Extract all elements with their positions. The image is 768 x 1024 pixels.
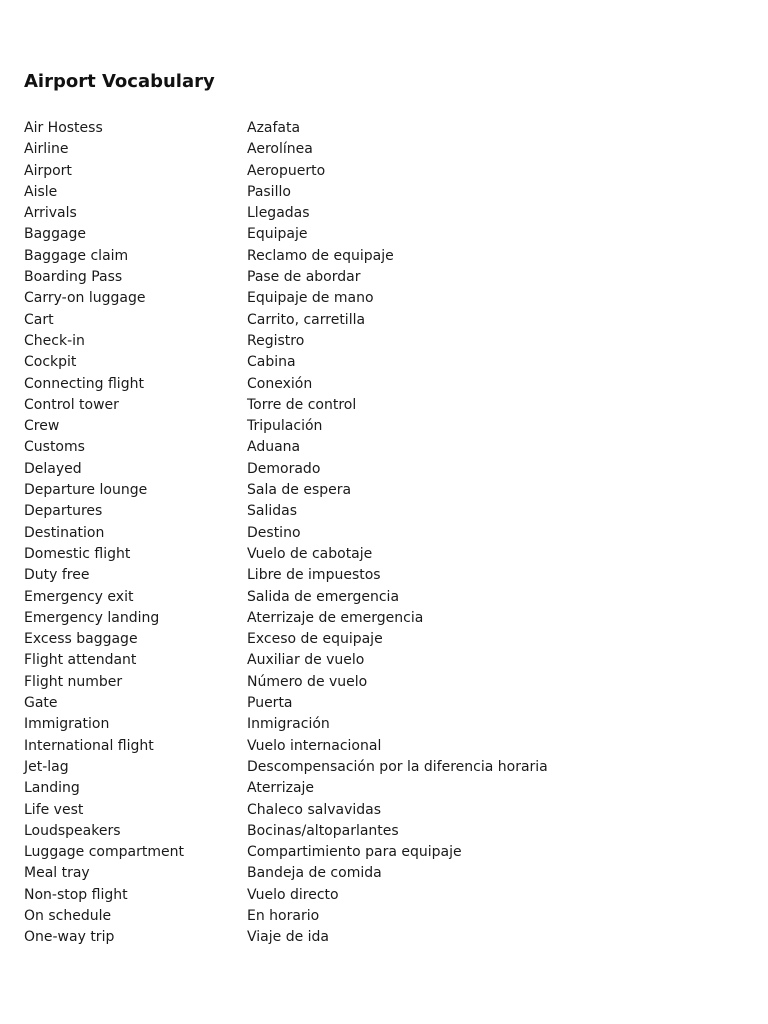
vocab-row	[24, 501, 744, 522]
english-term: On schedule	[24, 907, 112, 924]
english-term: Emergency landing	[24, 609, 160, 626]
vocab-row	[24, 800, 744, 821]
english-term: Departure lounge	[24, 482, 148, 499]
english-term: Flight attendant	[24, 652, 137, 669]
vocab-row	[24, 331, 744, 352]
spanish-translation: Llegadas	[247, 205, 310, 222]
english-term: Destination	[24, 524, 105, 541]
spanish-translation: Carrito, carretilla	[247, 311, 366, 328]
english-term: Meal tray	[24, 865, 90, 882]
spanish-translation: Vuelo directo	[247, 886, 339, 903]
english-term: Domestic flight	[24, 545, 131, 562]
vocab-row	[24, 565, 744, 586]
spanish-translation: Aterrizaje de emergencia	[247, 609, 424, 626]
spanish-translation: Cabina	[247, 354, 296, 371]
spanish-translation: Número de vuelo	[247, 673, 368, 690]
vocab-row	[24, 714, 744, 735]
spanish-translation: Aterrizaje	[247, 780, 315, 797]
spanish-translation: Torre de control	[247, 396, 357, 413]
english-term: Baggage	[24, 226, 87, 243]
spanish-translation: Compartimiento para equipaje	[247, 844, 462, 861]
english-term: Arrivals	[24, 205, 77, 222]
english-term: Cockpit	[24, 354, 77, 371]
spanish-translation: Equipaje	[247, 226, 308, 243]
vocab-row	[24, 608, 744, 629]
english-term: Boarding Pass	[24, 269, 123, 286]
spanish-translation: Destino	[247, 524, 301, 541]
english-term: Excess baggage	[24, 631, 138, 648]
spanish-translation: Inmigración	[247, 716, 330, 733]
english-term: Carry-on luggage	[24, 290, 146, 307]
vocab-row	[24, 139, 744, 160]
spanish-translation: Tripulación	[247, 418, 323, 435]
vocab-row	[24, 863, 744, 884]
english-term: Delayed	[24, 460, 82, 477]
vocab-row	[24, 672, 744, 693]
vocab-row	[24, 118, 744, 139]
spanish-translation: Registro	[247, 332, 305, 349]
english-term: Airport	[24, 162, 72, 179]
english-term: Life vest	[24, 801, 84, 818]
spanish-translation: Vuelo internacional	[247, 737, 382, 754]
spanish-translation: Pasillo	[247, 183, 291, 200]
vocab-row	[24, 629, 744, 650]
english-term: Flight number	[24, 673, 123, 690]
english-term: One-way trip	[24, 929, 115, 946]
english-term: Cart	[24, 311, 54, 328]
vocab-row	[24, 224, 744, 245]
spanish-translation: Demorado	[247, 460, 321, 477]
spanish-translation: Aerolínea	[247, 141, 313, 158]
english-term: Check-in	[24, 332, 85, 349]
vocab-row	[24, 842, 744, 863]
vocab-row	[24, 736, 744, 757]
vocab-row	[24, 374, 744, 395]
vocab-row	[24, 778, 744, 799]
english-term: Control tower	[24, 396, 119, 413]
vocab-row	[24, 395, 744, 416]
english-term: Customs	[24, 439, 85, 456]
english-term: Air Hostess	[24, 120, 103, 136]
english-term: Emergency exit	[24, 588, 134, 605]
spanish-translation: Bocinas/altoparlantes	[247, 822, 399, 839]
spanish-translation: Puerta	[247, 695, 293, 712]
vocab-row	[24, 927, 744, 948]
vocab-row	[24, 587, 744, 608]
vocab-row	[24, 182, 744, 203]
vocab-row	[24, 480, 744, 501]
vocab-row	[24, 885, 744, 906]
spanish-translation: Aeropuerto	[247, 162, 326, 179]
english-term: Crew	[24, 418, 60, 435]
vocab-row	[24, 757, 744, 778]
vocab-row	[24, 906, 744, 927]
spanish-translation: Chaleco salvavidas	[247, 801, 382, 818]
english-term: Landing	[24, 780, 80, 797]
vocab-row	[24, 246, 744, 267]
vocab-row	[24, 821, 744, 842]
vocab-row	[24, 203, 744, 224]
english-term: Immigration	[24, 716, 110, 733]
spanish-translation: Libre de impuestos	[247, 567, 381, 584]
english-term: Gate	[24, 695, 58, 712]
english-term: International flight	[24, 737, 154, 754]
spanish-translation: Aduana	[247, 439, 301, 456]
spanish-translation: Bandeja de comida	[247, 865, 382, 882]
vocab-row	[24, 267, 744, 288]
english-term: Loudspeakers	[24, 822, 121, 839]
vocab-row	[24, 352, 744, 373]
vocab-row	[24, 288, 744, 309]
spanish-translation: Equipaje de mano	[247, 290, 374, 307]
spanish-translation: Reclamo de equipaje	[247, 247, 394, 264]
english-term: Jet-lag	[24, 758, 69, 775]
vocab-row	[24, 693, 744, 714]
vocab-row	[24, 416, 744, 437]
english-term: Connecting flight	[24, 375, 144, 392]
spanish-translation: Viaje de ida	[247, 929, 329, 946]
english-term: Baggage claim	[24, 247, 129, 264]
vocab-row	[24, 544, 744, 565]
spanish-translation: Vuelo de cabotaje	[247, 545, 373, 562]
vocab-row	[24, 650, 744, 671]
spanish-translation: Conexión	[247, 375, 313, 392]
english-term: Duty free	[24, 567, 90, 584]
english-term: Non-stop flight	[24, 886, 128, 903]
english-term: Luggage compartment	[24, 844, 184, 861]
vocab-row	[24, 437, 744, 458]
spanish-translation: Salida de emergencia	[247, 588, 400, 605]
spanish-translation: Azafata	[247, 120, 301, 136]
vocab-row	[24, 310, 744, 331]
spanish-translation: Pase de abordar	[247, 269, 361, 286]
vocabulary-list	[24, 118, 744, 949]
spanish-translation: Auxiliar de vuelo	[247, 652, 365, 669]
english-term: Departures	[24, 503, 103, 520]
spanish-translation: Salidas	[247, 503, 298, 520]
spanish-translation: Sala de espera	[247, 482, 352, 499]
page-title: Airport Vocabulary	[24, 71, 215, 92]
english-term: Airline	[24, 141, 69, 158]
spanish-translation: Descompensación por la diferencia horaria	[247, 758, 548, 775]
spanish-translation: Exceso de equipaje	[247, 631, 383, 648]
vocab-row	[24, 459, 744, 480]
vocab-row	[24, 523, 744, 544]
english-term: Aisle	[24, 183, 58, 200]
spanish-translation: En horario	[247, 907, 320, 924]
vocab-row	[24, 161, 744, 182]
